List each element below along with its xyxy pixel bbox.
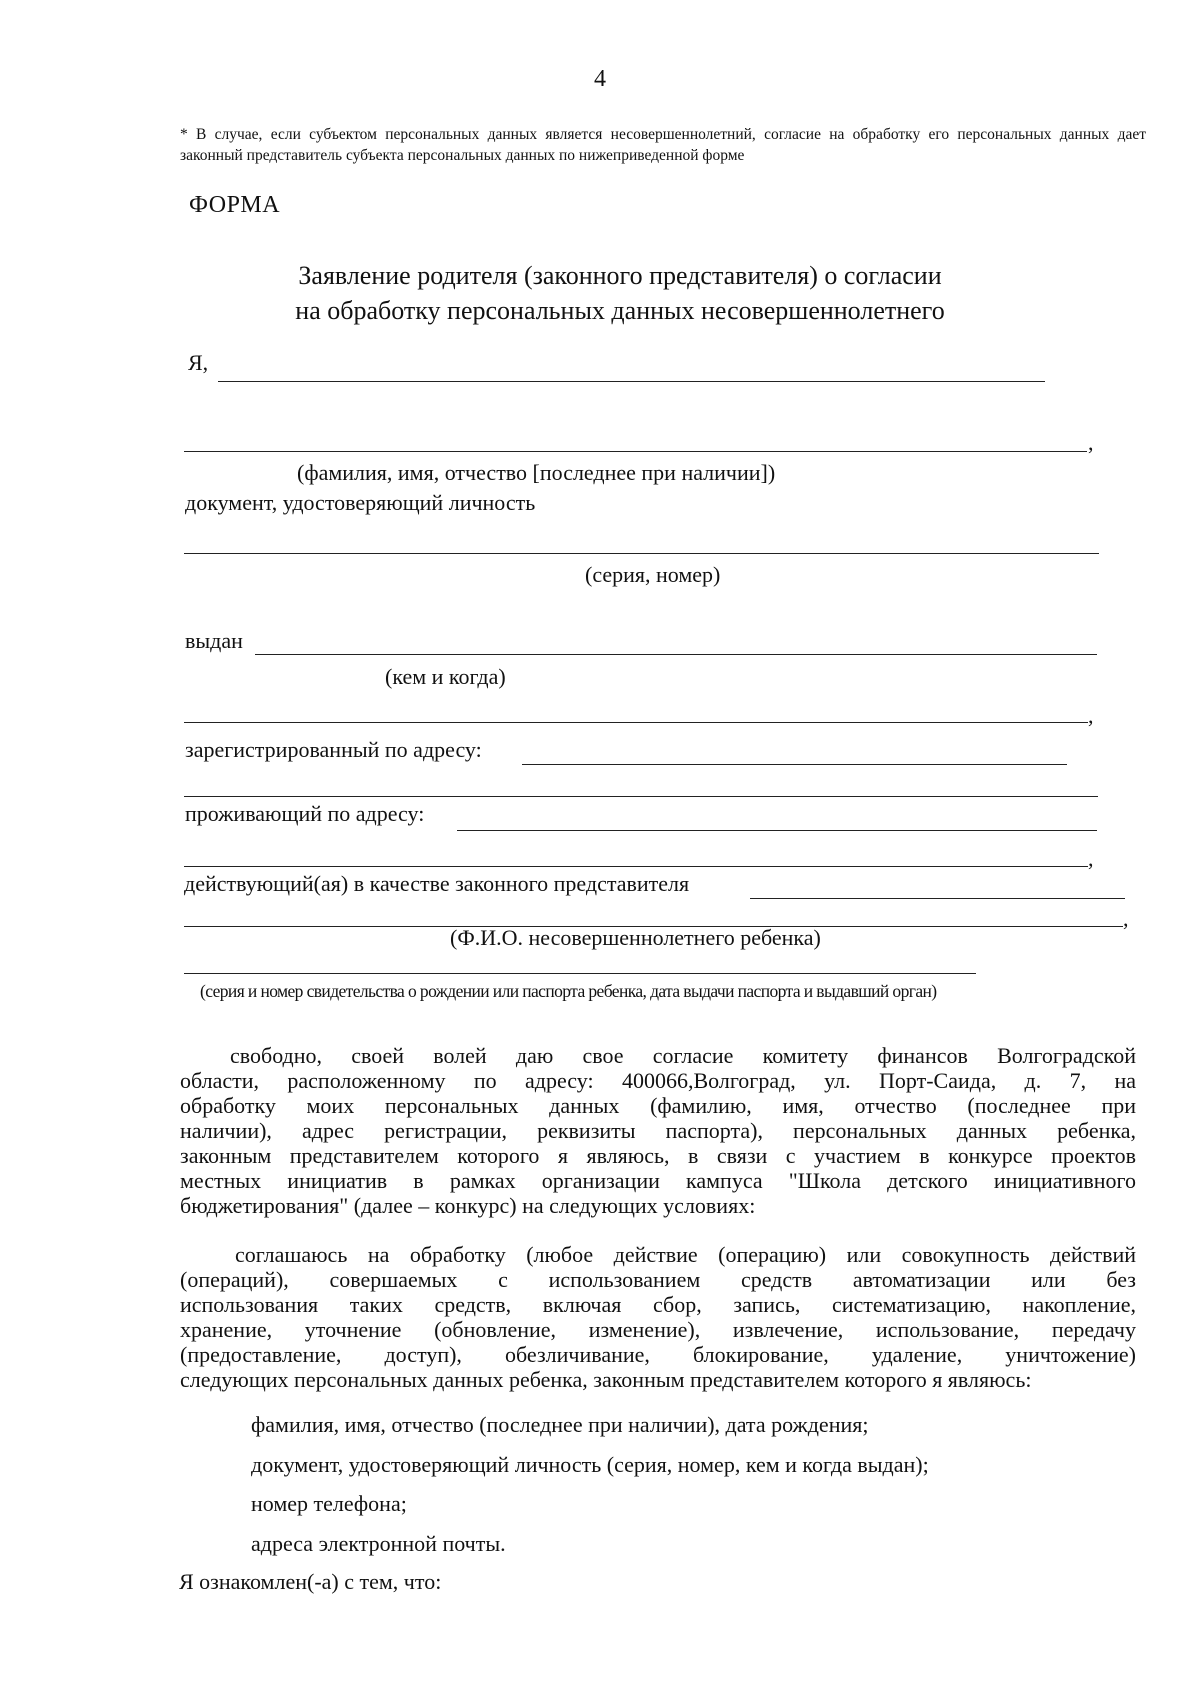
list-item: номер телефона; (251, 1491, 407, 1516)
paragraph-line: бюджетирования" (далее – конкурс) на следующих условиях: (180, 1193, 756, 1218)
certificate-caption: (серия и номер свидетельства о рождении или паспорта ребенка, дата выдачи паспорта и выдавший орган) (200, 981, 937, 1001)
form-title-line-2: на обработку персональных данных несовершеннолетнего (295, 296, 945, 325)
paragraph-line: использования таких средств, включая сбор, запись, систематизацию, накопление, (180, 1292, 1136, 1317)
issued-caption: (кем и когда) (385, 664, 506, 689)
child-caption: (Ф.И.О. несовершеннолетнего ребенка) (450, 925, 821, 950)
registered-label: зарегистрированный по адресу: (185, 737, 482, 762)
living-line[interactable] (457, 830, 1097, 831)
fio-line-2[interactable] (184, 451, 1087, 452)
acting-line[interactable] (750, 898, 1125, 899)
paragraph-line: (операций), совершаемых с использованием средств автоматизации или без (180, 1267, 1136, 1292)
list-item: адреса электронной почты. (251, 1531, 506, 1556)
certificate-line[interactable] (184, 973, 976, 974)
comma: , (1088, 846, 1094, 871)
paragraph-line: (предоставление, доступ), обезличивание, блокирование, удаление, уничтожение) (180, 1342, 1136, 1367)
consent-paragraph (180, 1043, 1136, 1218)
registered-line[interactable] (522, 764, 1067, 765)
comma: , (1123, 906, 1129, 931)
paragraph-line: следующих персональных данных ребенка, законным представителем которого я являюсь: (180, 1367, 1032, 1392)
registered-line-2[interactable] (184, 796, 1098, 797)
series-caption: (серия, номер) (585, 562, 721, 587)
paragraph-line: хранение, уточнение (обновление, изменение), извлечение, использование, передачу (180, 1317, 1136, 1342)
paragraph-line: наличии), адрес регистрации, реквизиты паспорта), персональных данных ребенка, (180, 1118, 1136, 1143)
form-title-line-1: Заявление родителя (законного представителя) о согласии (298, 261, 942, 290)
doc-label: документ, удостоверяющий личность (185, 490, 536, 515)
issued-line[interactable] (255, 654, 1097, 655)
fio-caption: (фамилия, имя, отчество [последнее при наличии]) (297, 460, 776, 485)
living-label: проживающий по адресу: (185, 801, 425, 826)
comma: , (1088, 430, 1094, 455)
footnote: * В случае, если субъектом персональных данных является несовершеннолетний, согласие на обработку его персональных данных дает законный представитель субъекта персональных данных по нижеприведенной форме (180, 126, 1146, 164)
issued-line-2[interactable] (184, 722, 1088, 723)
list-item: документ, удостоверяющий личность (серия, номер, кем и когда выдан); (251, 1452, 929, 1477)
paragraph-line: местных инициатив в рамках организации кампуса "Школа детского инициативного (180, 1168, 1136, 1193)
paragraph-line: обработку моих персональных данных (фамилию, имя, отчество (последнее при (180, 1093, 1136, 1118)
fio-line-1[interactable] (218, 381, 1045, 382)
list-item: фамилия, имя, отчество (последнее при наличии), дата рождения; (251, 1412, 869, 1437)
paragraph-line: соглашаюсь на обработку (любое действие (операцию) или совокупность действий (235, 1242, 1136, 1267)
paragraph-line: законным представителем которого я являюсь, в связи с участием в конкурсе проектов (180, 1143, 1136, 1168)
living-line-2[interactable] (184, 866, 1088, 867)
closing-line: Я ознакомлен(-а) с тем, что: (179, 1569, 442, 1594)
issued-label: выдан (185, 628, 243, 653)
paragraph-line: свободно, своей волей даю свое согласие комитету финансов Волгоградской (230, 1043, 1136, 1068)
doc-series-line[interactable] (184, 553, 1099, 554)
form-label: ФОРМА (189, 192, 281, 218)
acting-label: действующий(ая) в качестве законного представителя (184, 871, 690, 896)
page-number: 4 (594, 66, 606, 92)
comma: , (1088, 703, 1094, 728)
paragraph-line: области, расположенному по адресу: 400066,Волгоград, ул. Порт-Саида, д. 7, на (180, 1068, 1136, 1093)
label-ya: Я, (188, 350, 209, 375)
conditions-paragraph (180, 1242, 1136, 1392)
